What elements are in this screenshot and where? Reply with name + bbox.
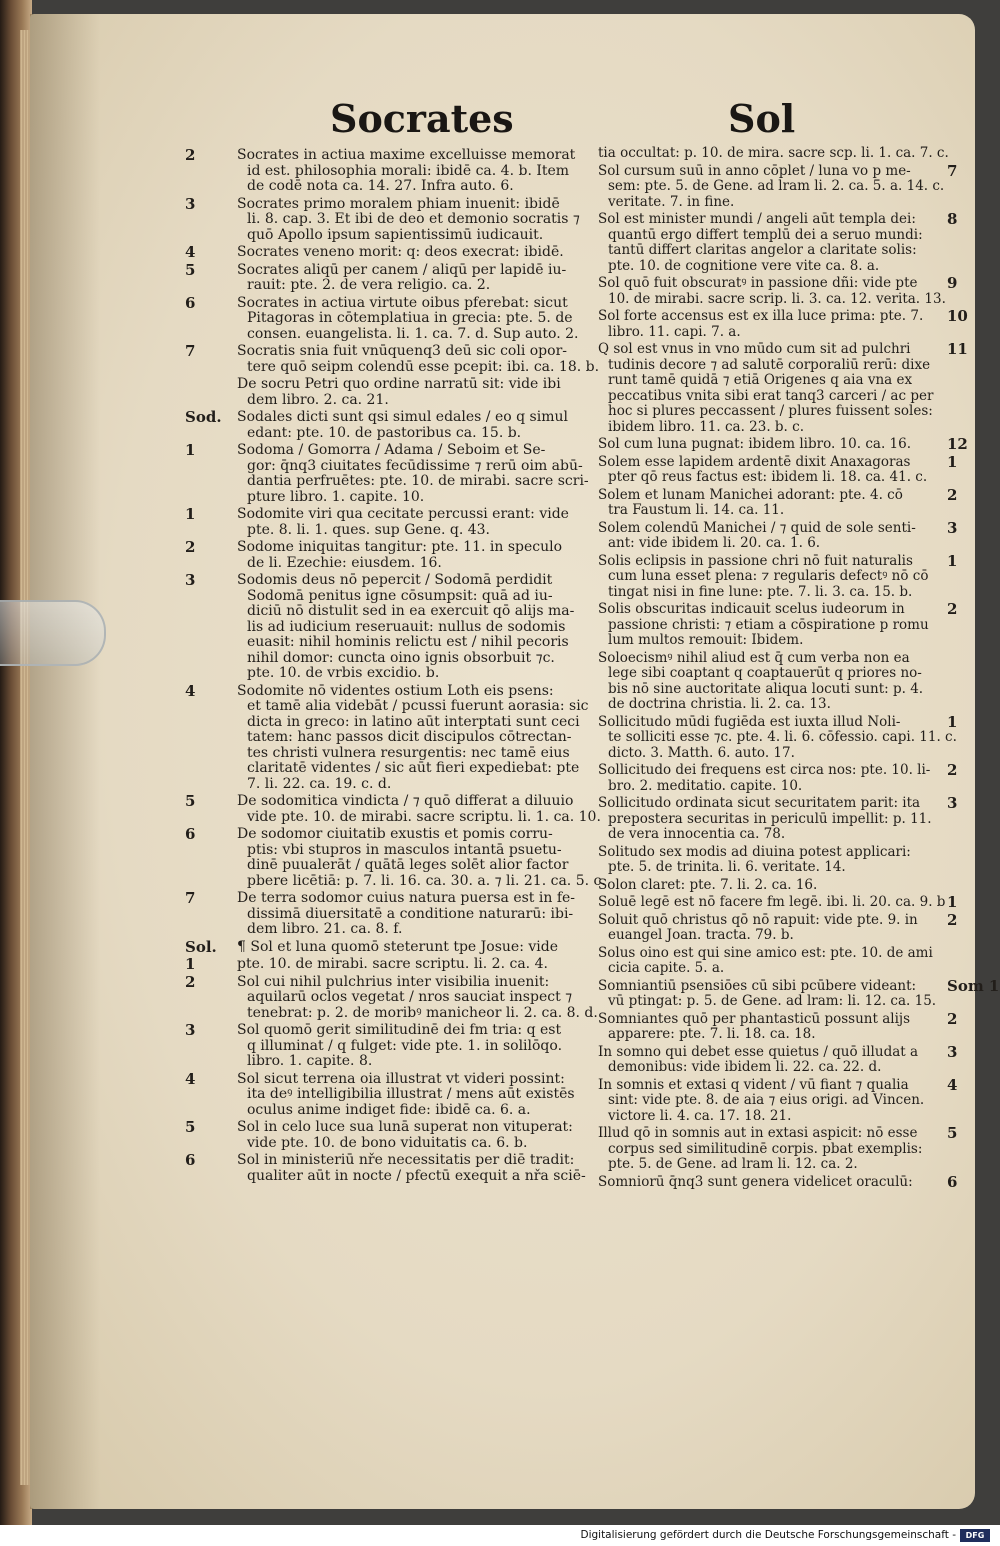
entry-number: 5: [947, 1124, 958, 1142]
entry-line: cicia capite. 5. a.: [608, 960, 725, 976]
entry-line: bis nō sine auctoritate aliqua locuti sunt: p. 4.: [608, 680, 924, 697]
entry-line: libro. 1. capite. 8.: [247, 1053, 373, 1069]
index-entry: [590, 712, 985, 762]
entry-line: 7. li. 22. ca. 19. c. d.: [247, 775, 392, 792]
entry-number: 1: [185, 441, 196, 459]
entry-line: Sodomis deus nō pepercit / Sodomā perdidit: [237, 572, 553, 588]
entry-line: Sol forte accensus est ex illa luce prima: pte. 7.: [598, 308, 924, 324]
entry-number: 2: [947, 485, 958, 504]
entry-line: Sollicitudo dei frequens est circa nos: pte. 10. li-: [598, 762, 931, 778]
entry-number: 6: [947, 1172, 958, 1191]
entry-number: Som 1: [947, 976, 1000, 995]
entry-line: tingat nisi in fine lune: pte. 7. li. 3. ca. 15. b.: [608, 583, 913, 600]
entry-line: corpus sed similitudinē corpis. pbat exemplis:: [608, 1140, 923, 1157]
index-entry: [185, 972, 598, 1022]
entry-line: Sodomite nō videntes ostium Loth eis psens:: [237, 682, 554, 699]
entry-line: gor: q̄nq3 ciuitates fecūdissime ⁊ rerū oim abū-: [247, 457, 583, 474]
entry-number: 2: [185, 972, 196, 991]
entry-line: ita deꝰ intelligibilia illustrat / mens aūt existēs: [247, 1086, 575, 1102]
index-entry: [590, 910, 985, 944]
entry-number: 4: [185, 243, 196, 261]
entry-line: vide pte. 10. de mirabi. sacre scriptu. li. 1. ca. 10.: [247, 808, 601, 825]
entry-line: bro. 2. meditatio. capite. 10.: [608, 777, 803, 794]
entry-line: In somno qui debet esse quietus / quō illudat a: [598, 1043, 919, 1060]
entry-line: euasit: nihil hominis relictu est / nihil pecoris: [247, 634, 569, 650]
entry-line: lege sibi coaptant q coaptauerūt q priores no-: [608, 665, 922, 681]
entry-number: 2: [947, 761, 958, 779]
entry-number: 1: [185, 505, 196, 523]
entry-line: de li. Ezechie: eiusdem. 16.: [247, 554, 442, 571]
entry-number: 3: [947, 518, 958, 537]
entry-number: 1: [947, 712, 958, 731]
entry-number: 3: [185, 194, 196, 213]
entry-number: 6: [185, 293, 196, 312]
entry-line: tra Faustum li. 14. ca. 11.: [608, 502, 785, 518]
index-entry: [185, 957, 590, 973]
entry-line: Sol cui nihil pulchrius inter visibilia inuenit:: [237, 973, 550, 990]
entry-line: consen. euangelista. li. 1. ca. 7. d. Sup auto. 2.: [247, 325, 579, 342]
entry-line: victore li. 4. ca. 17. 18. 21.: [608, 1107, 792, 1124]
entry-line: Soloecismꝰ nihil aliud est q̄ cum verba non ea: [598, 649, 910, 666]
index-entry: [590, 796, 985, 843]
index-entry: [185, 260, 590, 294]
entry-line: Sol quomō gerit similitudinē dei fm tria: q est: [237, 1022, 562, 1038]
entry-line: dem libro. 21. ca. 8. f.: [247, 921, 403, 937]
entry-line: ¶ Sol et luna quomō steterunt tpe Josue: vide: [237, 938, 558, 955]
index-entry: [185, 540, 590, 571]
index-entry: [185, 1120, 590, 1151]
entry-line: lum multos remouit: Ibidem.: [608, 632, 804, 648]
entry-number: 4: [185, 1069, 196, 1088]
entry-line: rauit: pte. 2. de vera religio. ca. 2.: [247, 277, 491, 293]
index-entry: [590, 146, 985, 162]
entry-number: 7: [185, 889, 196, 907]
index-entry: [185, 891, 590, 938]
index-entry: [590, 845, 985, 876]
entry-number: 1: [947, 452, 958, 471]
entry-line: te solliciti esse ⁊c. pte. 4. li. 6. cōfessio. capi. 11. c.: [608, 729, 957, 745]
entry-line: In somnis et extasi q vident / vū fiant ⁊ qualia: [598, 1076, 909, 1093]
entry-line: Solem esse lapidem ardentē dixit Anaxagoras: [598, 453, 911, 470]
entry-line: tudinis decore ⁊ ad salutē corporaliū rerū: dixe: [608, 356, 931, 373]
entry-line: Somniorū q̄nq3 sunt genera videlicet oraculū:: [598, 1173, 913, 1190]
entry-line: Sol in ministeriū nře necessitatis per diē tradit:: [237, 1152, 575, 1168]
entry-line: sem: pte. 5. de Gene. ad lram li. 2. ca. 5. a. 14. c.: [608, 178, 945, 194]
index-entry: [185, 293, 590, 343]
entry-line: Soluit quō christus qō nō rapuit: vide pte. 9. in: [598, 911, 918, 928]
entry-number: 5: [185, 792, 196, 810]
entry-line: de codē nota ca. 14. 27. Infra auto. 6.: [247, 178, 514, 194]
entry-number: 3: [185, 571, 196, 589]
index-entry: [590, 1075, 985, 1125]
entry-number: 10: [947, 307, 968, 325]
left-running-header: Socrates: [330, 96, 514, 141]
entry-line: tere quō seipm colendū esse pcepit: ibi. ca. 18. b.: [247, 358, 600, 375]
entry-line: pbere licētiā: p. 7. li. 16. ca. 30. a. ⁊ li. 21. ca. 5. c.: [247, 872, 606, 889]
footer-bar: [0, 1525, 1000, 1546]
index-entry: [185, 937, 590, 956]
entry-number: 5: [185, 260, 196, 279]
entry-line: Sol cursum suū in anno cōplet / luna vo p me-: [598, 162, 911, 179]
index-entry: [590, 976, 1000, 1010]
entry-line: pte. 5. de trinita. li. 6. veritate. 14.: [608, 859, 846, 875]
entry-line: de doctrina christia. li. 2. ca. 13.: [608, 696, 831, 712]
entry-line: pter qō reus factus est: ibidem li. 18. ca. 41. c.: [608, 469, 928, 485]
entry-line: pte. 10. de cognitione vere vite ca. 8. a.: [608, 257, 880, 274]
entry-line: lis ad iudicium reseruauit: nullus de sodomis: [247, 618, 566, 635]
entry-line: pte. 8. li. 1. ques. sup Gene. q. 43.: [247, 521, 491, 538]
entry-line: Sodoma / Gomorra / Adama / Seboim et Se-: [237, 442, 546, 458]
paper-clip: [0, 600, 106, 666]
entry-line: apparere: pte. 7. li. 18. ca. 18.: [608, 1026, 816, 1042]
entry-line: Sol quō fuit obscuratꝰ in passione dñi: vide pte: [598, 275, 918, 291]
index-entry: [185, 410, 590, 441]
page-gutter-shadow: [30, 14, 100, 1509]
index-entry: [590, 276, 985, 307]
entry-line: tantū differt claritas angelor a claritate solis:: [608, 242, 917, 258]
entry-line: Socrates aliqū per canem / aliqū per lapidē iu-: [237, 261, 567, 278]
entry-line: Socratis snia fuit vnūquenq3 deū sic coli opor-: [237, 343, 567, 359]
entry-line: Socrates primo moralem phiam inuenit: ibidē: [237, 195, 560, 212]
right-running-header: Sol: [728, 96, 796, 141]
entry-number: 2: [185, 538, 196, 556]
entry-number: 4: [947, 1075, 958, 1094]
entry-line: dicto. 3. Matth. 6. auto. 17.: [608, 744, 795, 761]
index-entry: [590, 1172, 985, 1191]
entry-number: 2: [185, 146, 196, 164]
entry-line: Socrates in actiua virtute oibus pferebat: sicut: [237, 294, 568, 311]
index-entry: [590, 895, 985, 911]
entry-line: Solon claret: pte. 7. li. 2. ca. 16.: [598, 876, 818, 893]
entry-number: 3: [185, 1021, 196, 1039]
index-entry: [185, 342, 600, 375]
index-entry: [590, 485, 985, 519]
entry-line: quō Apollo ipsum sapientissimū iudicauit.: [247, 226, 544, 243]
entry-line: ptis: vbi stupros in masculos intantā psuetu-: [247, 841, 562, 858]
entry-line: De terra sodomor cuius natura puersa est in fe-: [237, 890, 576, 906]
entry-line: Solis obscuritas indicauit scelus iudeorum in: [598, 601, 905, 617]
entry-number: 9: [947, 274, 958, 292]
entry-line: cum luna esset plena: ⁊ regularis defectꝰ nō cō: [608, 568, 929, 584]
entry-number: 3: [947, 1042, 958, 1061]
entry-line: diciū nō distulit sed in ea exercuit qō alijs ma-: [247, 603, 575, 619]
index-entry: [590, 1126, 985, 1173]
entry-number: 12: [947, 435, 968, 453]
index-entry: [590, 946, 985, 977]
entry-line: dicta in greco: in latino aūt interptati sunt ceci: [247, 713, 580, 730]
entry-line: id est. philosophia morali: ibidē ca. 4. b. Item: [247, 162, 570, 179]
entry-line: peccatibus vnita sibi erat tanq3 carceri / ac per: [608, 387, 934, 404]
entry-line: edant: pte. 10. de pastoribus ca. 15. b.: [247, 424, 522, 441]
entry-line: tenebrat: p. 2. de moribꝰ manicheor li. 2. ca. 8. d.: [247, 1004, 598, 1021]
index-entry: [185, 148, 590, 195]
index-entry: [185, 377, 590, 408]
index-entry: [590, 1009, 985, 1043]
entry-number: Sod.: [185, 408, 222, 426]
entry-number: 2: [947, 600, 958, 618]
entry-line: nihil domor: cuncta oino ignis obsorbuit ⁊c.: [247, 649, 555, 666]
entry-line: dantia perfruētes: pte. 10. de mirabi. sacre scri-: [247, 473, 589, 489]
entry-line: Sol est minister mundi / angeli aūt templa dei:: [598, 211, 916, 227]
entry-line: Sodomite viri qua cecitate percussi erant: vide: [237, 506, 569, 522]
dfg-logo: DFG: [960, 1529, 990, 1542]
entry-line: runt tamē quidā ⁊ etiā Origenes q aia vna ex: [608, 372, 913, 388]
entry-line: q illuminat / q fulget: vide pte. 1. in solilōqo.: [247, 1037, 563, 1054]
entry-line: De sodomor ciuitatib exustis et pomis corru-: [237, 826, 553, 842]
index-entry: [185, 792, 601, 825]
entry-number: 2: [947, 910, 958, 929]
entry-line: claritatē videntes / sic aūt fieri expediebat: pte: [247, 760, 580, 776]
index-entry: [590, 878, 985, 894]
index-entry: [590, 161, 985, 211]
index-entry: [590, 437, 985, 453]
entry-line: ibidem libro. 11. ca. 23. b. c.: [608, 418, 804, 435]
entry-line: Sol cum luna pugnat: ibidem libro. 10. ca. 16.: [598, 436, 911, 452]
entry-number: 6: [185, 1151, 196, 1169]
index-entry: [590, 309, 985, 340]
entry-line: Sol in celo luce sua lunā superat non vituperat:: [237, 1119, 573, 1135]
entry-line: Soluē legē est nō facere fm legē. ibi. li. 20. ca. 9. b: [598, 894, 946, 910]
entry-line: passione christi: ⁊ etiam a cōspiratione p romu: [608, 616, 929, 633]
entry-number: 8: [947, 210, 958, 228]
index-entry: [185, 573, 590, 682]
index-entry: [185, 1023, 590, 1070]
entry-line: Illud qō in somnis aut in extasi aspicit: nō esse: [598, 1125, 918, 1141]
entry-number: 6: [185, 825, 196, 843]
index-entry: [185, 1153, 590, 1184]
entry-line: demonibus: vide ibidem li. 22. ca. 22. d.: [608, 1059, 882, 1075]
entry-line: dinē puualerāt / quātā leges solēt alior factor: [247, 857, 569, 873]
entry-line: pture libro. 1. capite. 10.: [247, 488, 425, 505]
entry-number: 1: [947, 551, 958, 570]
entry-line: Q sol est vnus in vno mūdo cum sit ad pulchri: [598, 341, 911, 357]
entry-line: hoc si plures peccassent / plures fuissent soles:: [608, 403, 933, 419]
index-entry: [185, 681, 590, 793]
entry-line: quantū ergo differt templū dei a seruo mundi:: [608, 226, 923, 243]
entry-line: De socru Petri quo ordine narratū sit: vide ibi: [237, 376, 561, 392]
entry-line: Solitudo sex modis ad diuina potest applicari:: [598, 843, 911, 860]
index-entry: [185, 194, 590, 244]
entry-number: 11: [947, 340, 968, 358]
entry-line: veritate. 7. in fine.: [608, 193, 735, 210]
entry-number: 4: [185, 681, 196, 700]
entry-line: li. 8. cap. 3. Et ibi de deo et demonio socratis ⁊: [247, 211, 580, 227]
entry-line: Sodales dicti sunt qsi simul edales / eo q simul: [237, 409, 568, 425]
entry-number: 7: [947, 161, 958, 180]
index-entry: [590, 551, 985, 601]
index-entry: [590, 763, 985, 794]
funding-notice: Digitalisierung gefördert durch die Deutsche Forschungsgemeinschaft -: [580, 1529, 956, 1541]
entry-number: 3: [947, 794, 958, 812]
entry-line: de vera innocentia ca. 78.: [608, 826, 786, 842]
index-entry: [185, 825, 606, 889]
entry-line: pte. 5. de Gene. ad lram li. 12. ca. 2.: [608, 1156, 858, 1172]
entry-line: dissimā diuersitatē a conditione naturarū: ibi-: [247, 905, 574, 922]
index-entry: [185, 443, 590, 505]
index-entry: [590, 602, 985, 649]
entry-line: euangel Joan. tracta. 79. b.: [608, 927, 794, 943]
entry-line: Sol sicut terrena oia illustrat vt videri possint:: [237, 1070, 565, 1087]
entry-line: pte. 10. de vrbis excidio. b.: [247, 665, 440, 681]
entry-line: Sodome iniquitas tangitur: pte. 11. in speculo: [237, 539, 563, 555]
entry-line: Sodomā penitus igne cōsumpsit: quā ad iu-: [247, 587, 553, 604]
index-entry: [185, 507, 590, 538]
index-entry: [185, 1069, 590, 1119]
entry-line: tia occultat: p. 10. de mira. sacre scp. li. 1. ca. 7. c.: [598, 145, 949, 161]
entry-line: vū ptingat: p. 5. de Gene. ad lram: li. 12. ca. 15.: [608, 993, 937, 1009]
entry-line: oculus anime indiget fide: ibidē ca. 6. a.: [247, 1101, 531, 1118]
entry-line: Sollicitudo ordinata sicut securitatem parit: ita: [598, 795, 921, 811]
entry-line: 10. de mirabi. sacre scrip. li. 3. ca. 12. verita. 13.: [608, 290, 946, 307]
index-entry: [590, 342, 985, 435]
index-entry: [590, 212, 985, 274]
entry-number: 5: [185, 1118, 196, 1136]
entry-number: Sol.: [185, 937, 217, 956]
entry-line: et tamē alia videbāt / pcussi fuerunt aorasia: sic: [247, 698, 589, 714]
entry-number: 2: [947, 1009, 958, 1028]
entry-line: tes christi vulnera resurgentis: nec tamē eius: [247, 744, 570, 761]
entry-line: aquilarū oclos vegetat / nros sauciat inspect ⁊: [247, 989, 573, 1005]
index-entry: [590, 651, 985, 713]
entry-line: tatem: hanc passos dicit discipulos cōtrectan-: [247, 729, 572, 745]
index-entry: [590, 1042, 985, 1076]
entry-line: Solis eclipsis in passione chri nō fuit naturalis: [598, 552, 913, 569]
index-entry: [590, 452, 985, 486]
entry-line: Sollicitudo mūdi fugiēda est iuxta illud Noli-: [598, 713, 901, 730]
entry-line: Pitagoras in cōtemplatiua in grecia: pte. 5. de: [247, 310, 573, 326]
entry-line: Solus oino est qui sine amico est: pte. 10. de ami: [598, 944, 933, 961]
entry-line: De sodomitica vindicta / ⁊ quō differat a diluuio: [237, 793, 574, 809]
entry-line: libro. 11. capi. 7. a.: [608, 323, 741, 340]
entry-line: vide pte. 10. de bono viduitatis ca. 6. b.: [247, 1134, 528, 1151]
right-text-column: [590, 145, 1000, 1192]
entry-line: Somniantes quō per phantasticū possunt alijs: [598, 1010, 910, 1027]
left-text-column: [185, 146, 606, 1186]
entry-line: Somniantiū psensiōes cū sibi pcūbere videant:: [598, 977, 917, 994]
entry-number: 1: [185, 955, 196, 973]
entry-number: 1: [947, 893, 958, 911]
entry-line: qualiter aūt in nocte / pfectū exequit a nřa sciē-: [247, 1167, 586, 1184]
entry-number: 7: [185, 342, 196, 360]
entry-line: sint: vide pte. 8. de aia ⁊ eius origi. ad Vincen.: [608, 1092, 925, 1108]
entry-line: Socrates in actiua maxime excelluisse memorat: [237, 147, 576, 163]
entry-line: Socrates veneno morit: q: deos execrat: ibidē.: [237, 244, 564, 260]
entry-line: ant: vide ibidem li. 20. ca. 1. 6.: [608, 535, 821, 551]
entry-line: pte. 10. de mirabi. sacre scriptu. li. 2. ca. 4.: [237, 956, 548, 972]
entry-line: dem libro. 2. ca. 21.: [247, 391, 389, 408]
index-entry: [185, 245, 590, 261]
entry-line: prepostera securitas in periculū impellit: p. 11.: [608, 810, 932, 827]
entry-line: Solem et lunam Manichei adorant: pte. 4. cō: [598, 486, 903, 503]
entry-line: Solem colendū Manichei / ⁊ quid de sole senti-: [598, 519, 916, 536]
index-entry: [590, 518, 985, 552]
